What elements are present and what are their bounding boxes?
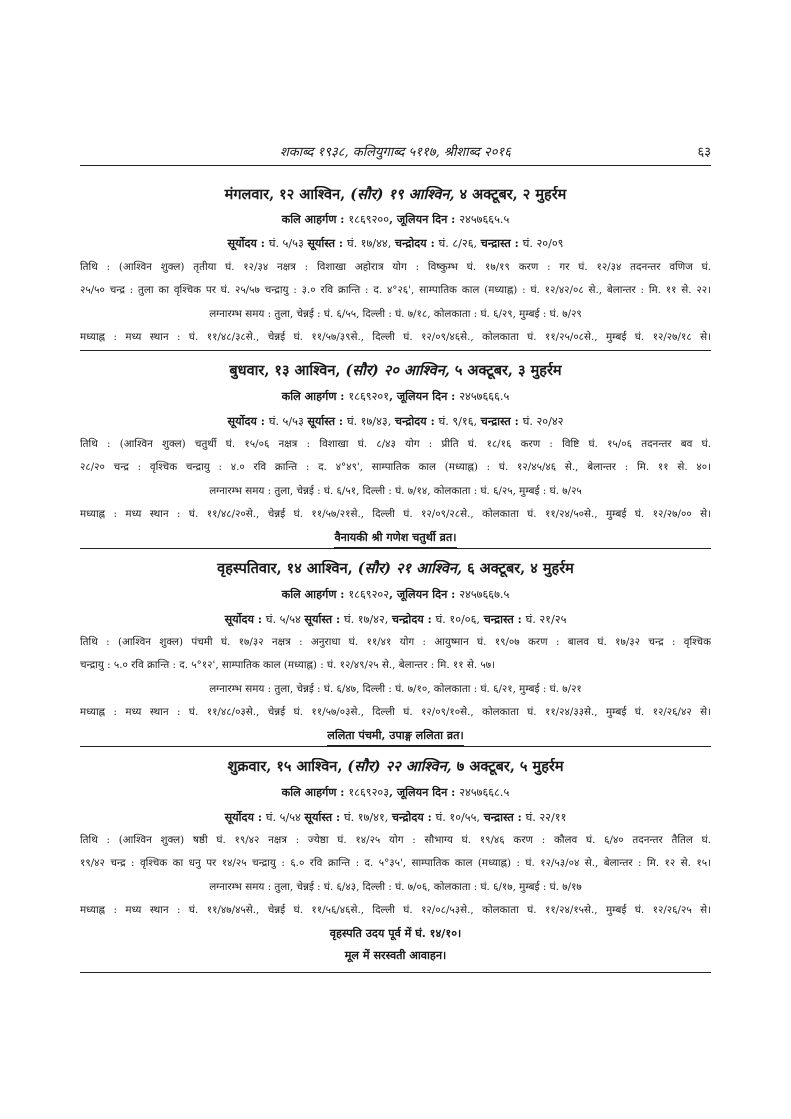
day-entry-friday: [80, 748, 711, 968]
tithi-line-continued: १९/४२ चन्द्र : वृश्चिक का धनु पर १४/२५ चन्द्रायु : ६.० रवि क्रान्ति : द. ५°३५', साम्पातिक काल (मध्याह्न) : घं. १२/५३/०४ से., बेलान्तर : मि. १२ से. १५।: [80, 857, 711, 869]
sun-moon-line: सूर्योदय : घं. ५/५३ सूर्यास्त : घं. १७/४३, चन्द्रोदय : घं. ९/१६, चन्द्रास्त : घं. २०/४२: [227, 414, 564, 428]
kali-julian-line: कलि आहर्गण : १८६९२०३, जूलियन दिन : २४५७६६८.५: [281, 785, 510, 799]
festival-note: वृहस्पति उदय पूर्व में घं. १४/१०।: [329, 926, 462, 940]
sun-moon-line: सूर्योदय : घं. ५/५४ सूर्यास्त : घं. १७/४२, चन्द्रोदय : घं. १०/०६, चन्द्रास्त : घं. २१/२५: [224, 612, 567, 626]
page-number: ६३: [697, 145, 711, 160]
page-bottom-divider: [80, 972, 711, 973]
day-title: [80, 560, 711, 578]
madhyahna-line: मध्याह्न : मध्य स्थान : घं. ११/४८/२०से., चेन्नई घं. ११/५७/२१से., दिल्ली घं. १२/०९/२८से., कोलकाता घं. ११/२४/५०से., मुम्बई घं. १२/२७/०० से।: [80, 508, 711, 520]
sun-moon-line: सूर्योदय : घं. ५/५४ सूर्यास्त : घं. १७/४१, चन्द्रोदय : घं. १०/५५, चन्द्रास्त : घं. २२/११: [224, 810, 567, 824]
kali-julian-line: कलि आहर्गण : १८६९२००, जूलियन दिन : २४५७६६५.५: [281, 212, 510, 226]
day-title-gregorian: ७ अक्टूबर, ५ मुहर्रम: [451, 758, 564, 775]
day-title-solar: (सौर) २० आश्विन,: [345, 362, 450, 379]
header-divider: [80, 165, 711, 166]
festival-note: ललिता पंचमी, उपाङ्ग ललिता व्रत।: [80, 727, 711, 746]
day-title-gregorian: ६ अक्टूबर, ४ मुहर्रम: [462, 560, 574, 577]
festival-note-2: मूल में सरस्वती आवाहन।: [344, 948, 447, 962]
lagna-line: लग्नारम्भ समय : तुला, चेन्नई : घं. ६/५५, दिल्ली : घं. ७/१८, कोलकाता : घं. ६/२९, मुम्बई : घं. ७/२९: [209, 308, 582, 320]
day-title-gregorian: ५ अक्टूबर, ३ मुहर्रम: [449, 362, 562, 379]
sun-moon-line: सूर्योदय : घं. ५/५३ सूर्यास्त : घं. १७/४४, चन्द्रोदय : घं. ८/२६, चन्द्रास्त : घं. २०/०९: [227, 236, 564, 250]
lagna-line: लग्नारम्भ समय : तुला, चेन्नई : घं. ६/४७, दिल्ली : घं. ७/१०, कोलकाता : घं. ६/२१, मुम्बई : घं. ७/२१: [209, 683, 582, 695]
day-entry-thursday: [80, 550, 711, 746]
madhyahna-line: मध्याह्न : मध्य स्थान : घं. ११/४८/३८से., चेन्नई घं. ११/५७/३९से., दिल्ली घं. १२/०९/४६से., कोलकाता घं. ११/२५/०८से., मुम्बई घं. १२/२७/१८ से।: [80, 331, 711, 343]
tithi-line-continued: २८/२० चन्द्र : वृश्चिक चन्द्रायु : ४.० रवि क्रान्ति : द. ४°४९', साम्पातिक काल (मध्याह्न) : घं. १२/४५/४६ से., बेलान्तर : मि. ११ से. ४०।: [80, 461, 711, 473]
section-divider: [80, 350, 711, 351]
day-title-date: बुधवार, १३ आश्विन,: [229, 362, 346, 379]
section-divider: [80, 746, 711, 747]
day-title: [80, 186, 711, 204]
day-entry-wednesday: [80, 352, 711, 548]
festival-note: वैनायकी श्री गणेश चतुर्थी व्रत।: [80, 529, 711, 548]
day-entry-tuesday: [80, 172, 711, 352]
madhyahna-line: मध्याह्न : मध्य स्थान : घं. ११/४८/०३से., चेन्नई घं. ११/५७/०३से., दिल्ली घं. १२/०९/१०से., कोलकाता घं. ११/२४/३३से., मुम्बई घं. १२/२६/४२ से।: [80, 706, 711, 718]
tithi-line: तिथि : (आश्विन शुक्ल) षष्ठी घं. १९/४२ नक्षत्र : ज्येष्ठा घं. १४/२५ योग : सौभाग्य घं. १९/४६ करण : कौलव घं. ६/४० तदनन्तर तैतिल घं.: [80, 834, 711, 846]
day-title: [80, 758, 711, 776]
kali-julian-line: कलि आहर्गण : १८६९२०२, जूलियन दिन : २४५७६६७.५: [281, 587, 510, 601]
day-title: [80, 362, 711, 380]
tithi-line: तिथि : (आश्विन शुक्ल) चतुर्थी घं. १५/०६ नक्षत्र : विशाखा घं. ८/४३ योग : प्रीति घं. १८/१६ करण : विष्टि घं. १५/०६ तदनन्तर बव घं.: [80, 438, 711, 450]
header-title: शकाब्द १९३८, कलियुगाब्द ५११७, श्रीशाब्द २०१६: [279, 145, 512, 160]
day-title-date: शुक्रवार, १५ आश्विन,: [227, 758, 348, 775]
day-title-date: वृहस्पतिवार, १४ आश्विन,: [217, 560, 358, 577]
tithi-line: तिथि : (आश्विन शुक्ल) तृतीया घं. १२/३४ नक्षत्र : विशाखा अहोरात्र योग : विष्कुम्भ घं. १७/१९ करण : गर घं. १२/३४ तदनन्तर वणिज घं.: [80, 261, 711, 273]
page-header: [80, 142, 711, 164]
day-title-solar: (सौर) २२ आश्विन,: [347, 758, 452, 775]
lagna-line: लग्नारम्भ समय : तुला, चेन्नई : घं. ६/४३, दिल्ली : घं. ७/०६, कोलकाता : घं. ६/१७, मुम्बई : घं. ७/१७: [209, 881, 582, 893]
tithi-line-continued: चन्द्रायु : ५.० रवि क्रान्ति : द. ५°१२', साम्पातिक काल (मध्याह्न) : घं. १२/४९/२५ से., बेलान्तर : मि. ११ से. ५७।: [80, 659, 495, 671]
madhyahna-line: मध्याह्न : मध्य स्थान : घं. ११/४७/४५से., चेन्नई घं. ११/५६/४६से., दिल्ली घं. १२/०८/५३से., कोलकाता घं. ११/२४/१५से., मुम्बई घं. १२/२६/२५ से।: [80, 904, 711, 916]
tithi-line: तिथि : (आश्विन शुक्ल) पंचमी घं. १७/३२ नक्षत्र : अनुराधा घं. ११/४१ योग : आयुष्मान घं. १९/०७ करण : बालव घं. १७/३२ चन्द्र : वृश्चिक: [80, 636, 711, 648]
day-title-gregorian: ४ अक्टूबर, २ मुहर्रम: [454, 186, 567, 203]
kali-julian-line: कलि आहर्गण : १८६९२०१, जूलियन दिन : २४५७६६६.५: [281, 389, 510, 403]
tithi-line-continued: २५/५० चन्द्र : तुला का वृश्चिक पर घं. २५/५७ चन्द्रायु : ३.० रवि क्रान्ति : द. ४°२६', साम्पातिक काल (मध्याह्न) : घं. १२/४२/०८ से., बेलान्तर : मि. ११ से. २२।: [80, 284, 711, 296]
day-title-solar: (सौर) २१ आश्विन,: [357, 560, 463, 577]
day-title-solar: (सौर) १९ आश्विन,: [350, 186, 455, 203]
lagna-line: लग्नारम्भ समय : तुला, चेन्नई : घं. ६/५१, दिल्ली : घं. ७/१४, कोलकाता : घं. ६/२५, मुम्बई : घं. ७/२५: [209, 485, 582, 497]
day-title-date: मंगलवार, १२ आश्विन,: [224, 186, 351, 203]
section-divider: [80, 548, 711, 549]
